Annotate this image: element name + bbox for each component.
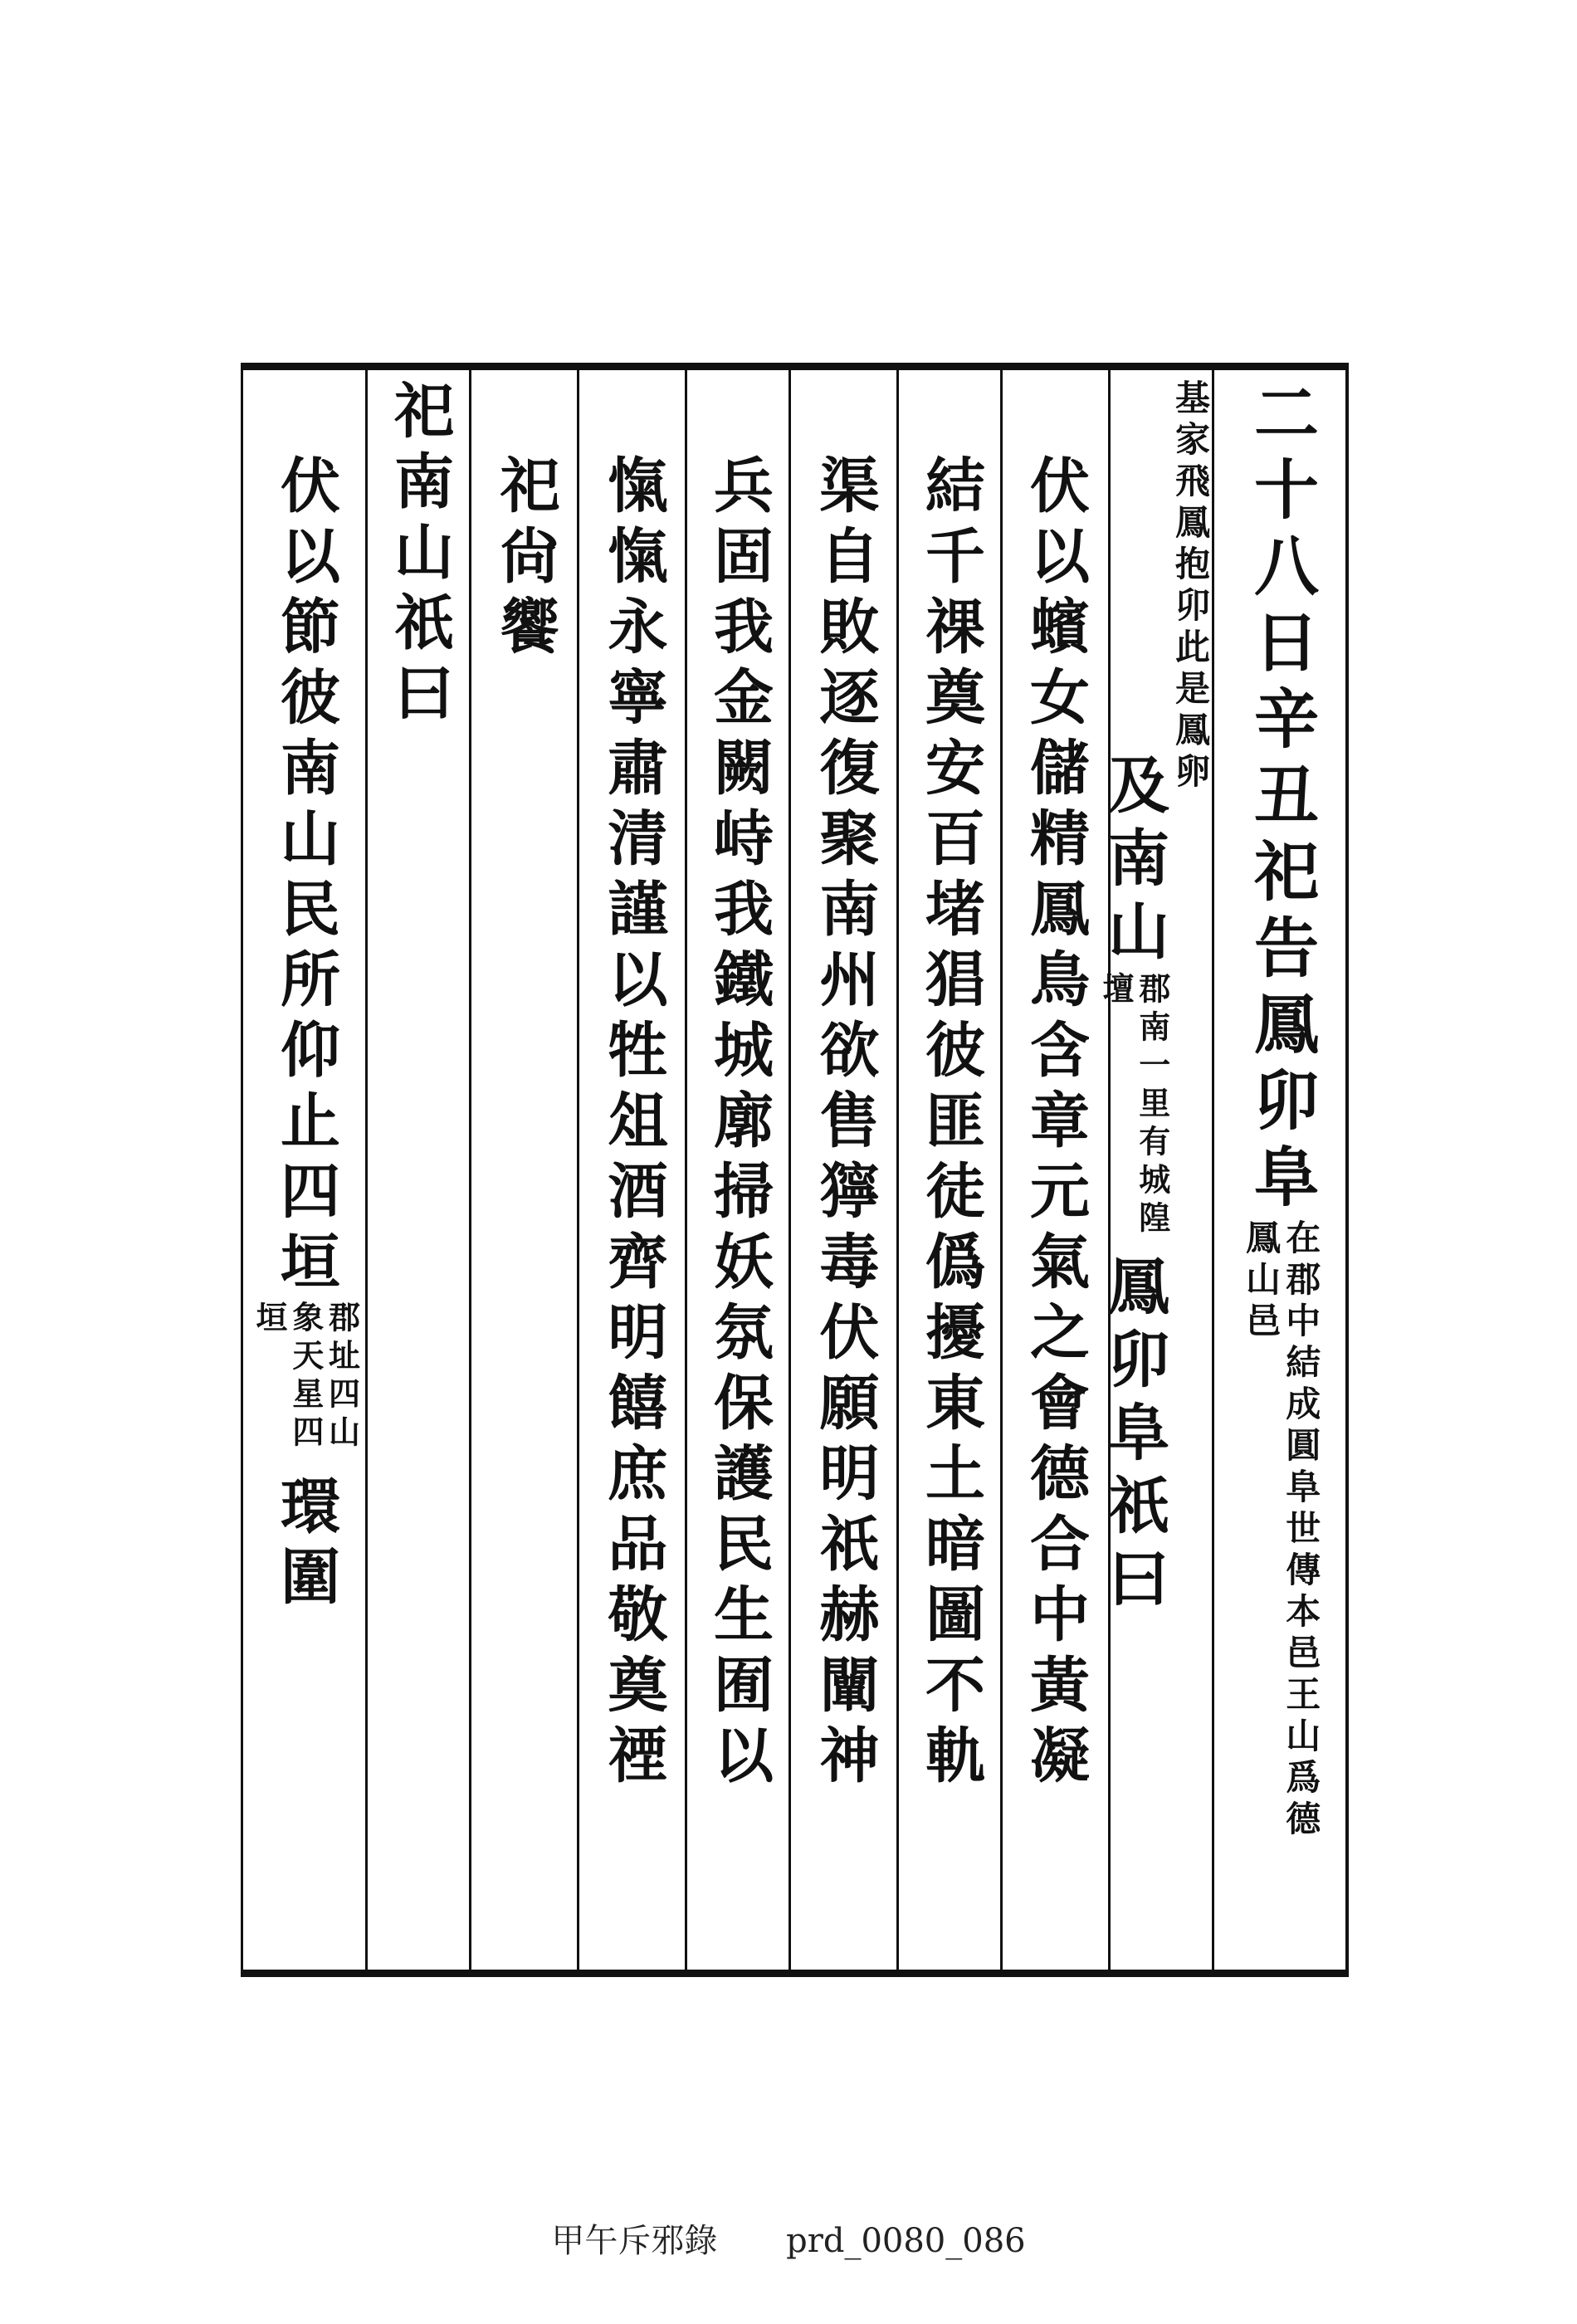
text-column-4 (901, 454, 1000, 1960)
column-main-text: 及南山 (1098, 753, 1170, 972)
left-border-rule (241, 363, 243, 1977)
text-column-5 (793, 454, 896, 1960)
text-column-8 (473, 454, 577, 1960)
column-annotation: 郡址四山象天星四垣 (251, 1301, 361, 1453)
column-main-text: 伏以蠙女儲精鳳鳥含章元氣之會德合中黃凝 (1020, 454, 1091, 1794)
text-column-10 (247, 454, 364, 1960)
text-column-1 (1218, 379, 1343, 1960)
column-main-text: 伏以節彼南山民所仰止四垣 (271, 454, 341, 1301)
column-divider (469, 370, 471, 1970)
bottom-border-rule (241, 1970, 1349, 1977)
column-main-text: 祀南山祇曰 (384, 379, 455, 732)
column-main-text: 渠自敗逐復聚南州欲售獰毒伏願明祇赫闡神 (809, 454, 881, 1794)
top-border-rule (241, 363, 1349, 370)
text-column-7 (581, 454, 685, 1960)
column-main-text: 結千祼奠安百堵猖彼匪徒僞擾東土暗圖不軌 (915, 454, 986, 1794)
column-divider (577, 370, 579, 1970)
column-main-text: 環圍 (271, 1475, 341, 1616)
column-annotation: 郡南一里有城隍壇 (1097, 972, 1171, 1239)
woodblock-page-frame (241, 363, 1349, 1977)
footer-page-code: prd_0080_086 (786, 2222, 1026, 2260)
column-divider (1212, 370, 1214, 1970)
column-divider (365, 370, 368, 1970)
page-footer (0, 2214, 1577, 2262)
column-annotation: 基家飛鳳抱卯此是鳳卵 (1170, 379, 1211, 794)
text-column-2 (1097, 379, 1211, 1960)
column-main-text: 鳳卯阜祇曰 (1098, 1254, 1170, 1619)
text-column-6 (689, 454, 788, 1960)
column-main-text: 祀尙饗 (490, 454, 561, 666)
footer-book-title: 甲午斥邪錄 (551, 2222, 718, 2260)
column-main-text: 兵固我金闕峙我鐵城廓掃妖氛保護民生囿以 (704, 454, 774, 1794)
text-column-3 (1004, 454, 1106, 1960)
right-border-rule (1345, 363, 1349, 1977)
text-column-9 (369, 379, 469, 1960)
column-annotation: 在郡中結成圓阜世傳本邑王山爲德鳳山邑 (1241, 1219, 1322, 1842)
column-main-text: 愾愾永寧肅清謹以牲俎酒齊明饎庶品敬奠禋 (598, 454, 669, 1794)
column-main-text: 二十八日辛丑祀告鳳卯阜 (1243, 379, 1319, 1219)
column-divider (1000, 370, 1003, 1970)
column-divider (685, 370, 687, 1970)
column-divider (896, 370, 899, 1970)
column-divider (788, 370, 791, 1970)
